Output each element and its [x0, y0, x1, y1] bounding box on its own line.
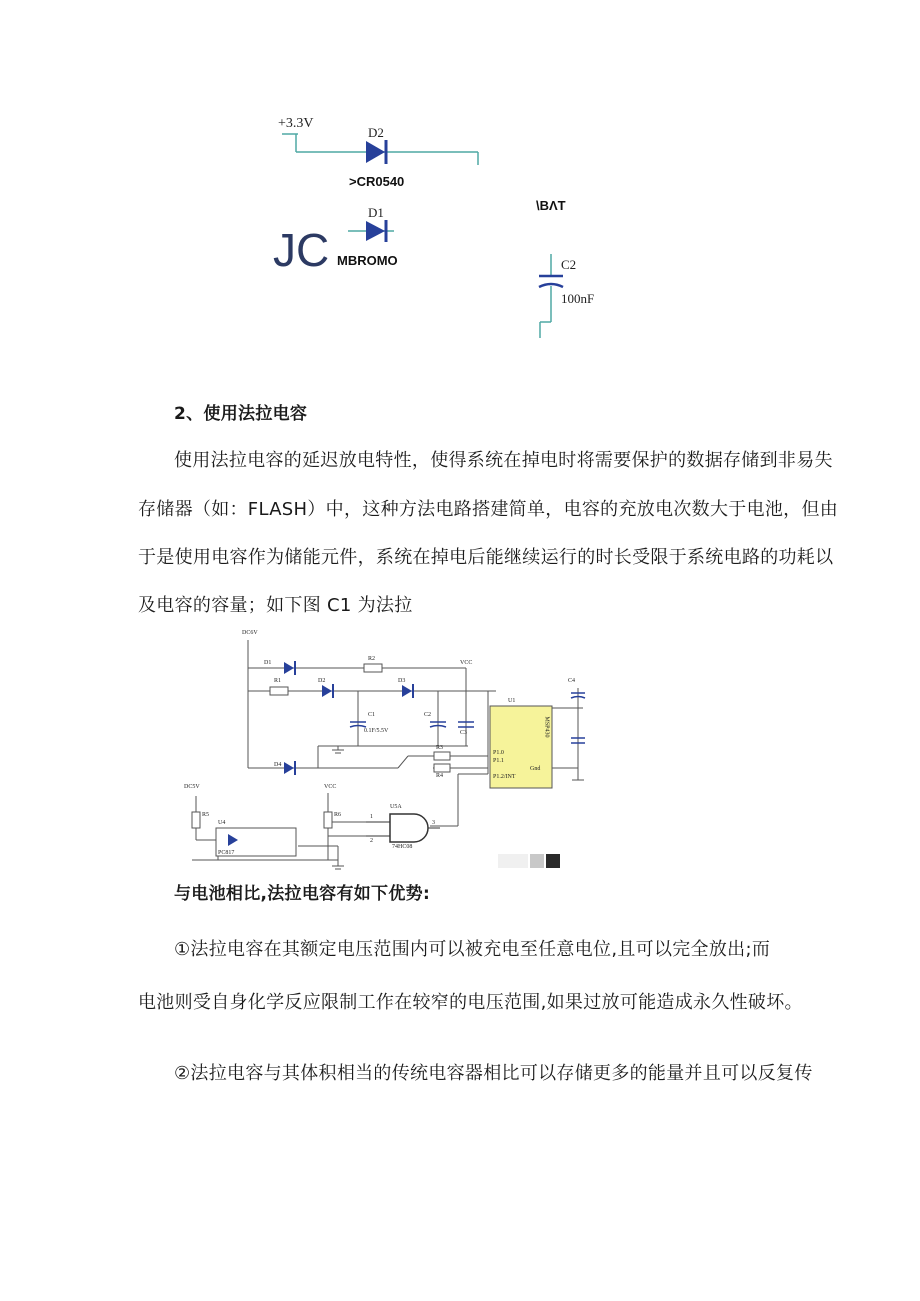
resistor-r1-icon	[270, 687, 288, 695]
sch-u1-part: MSP430	[543, 716, 550, 738]
diode-d2-icon	[366, 140, 386, 164]
sch-u5-part: 74HC08	[392, 844, 413, 850]
sch-c1-val: 0.1F/5.5V	[364, 728, 389, 734]
intro-line-4: 及电容的容量；如下图 C1 为法拉	[138, 595, 413, 616]
sch-r4: R4	[436, 773, 444, 779]
sch-u4: U4	[218, 820, 226, 826]
sch-r5: R5	[202, 812, 210, 818]
sch-u5: U5A	[390, 804, 402, 810]
diode-d1-icon	[366, 220, 386, 242]
d2-label: D2	[368, 125, 384, 140]
sch-u1: U1	[508, 698, 516, 704]
sch-u4-part: PC817	[218, 850, 235, 856]
sch-d3: D3	[398, 678, 406, 684]
sch-u1-gnd: Gnd	[530, 766, 541, 772]
supercap-schematic	[178, 628, 592, 876]
sch-dc-in: DC6V	[242, 630, 258, 636]
intro-line-3: 于是使用电容作为储能元件，系统在掉电后能继续运行的时长受限于系统电路的功耗以	[138, 547, 834, 568]
supply-label: +3.3V	[278, 116, 314, 131]
c2-value-label: 100nF	[561, 291, 595, 306]
sch-c3: C3	[460, 730, 468, 736]
capacitor-c2-icon	[539, 276, 563, 287]
top-circuit-svg	[0, 0, 920, 360]
bat-label: \BΛT	[536, 198, 566, 213]
sch-r2: R2	[368, 656, 376, 662]
schematic-diode-d4-icon	[284, 761, 296, 775]
intro-line-1: 使用法拉电容的延迟放电特性，使得系统在掉电时将需要保护的数据存储到非易失	[174, 450, 833, 471]
sch-pin-3: 3	[432, 820, 435, 826]
intro-line-2: 存储器（如：FLASH）中，这种方法电路搭建简单，电容的充放电次数大于电池，但由	[138, 499, 839, 520]
advantage-1-line-2: 电池则受自身化学反应限制工作在较窄的电压范围,如果过放可能造成永久性破坏。	[138, 992, 803, 1013]
jc-text: JC	[273, 224, 330, 276]
sch-c4: C4	[568, 678, 576, 684]
sch-r1: R1	[274, 678, 282, 684]
sch-pin-2: 2	[370, 838, 373, 844]
sch-r6: R6	[334, 812, 342, 818]
section-heading: 2、使用法拉电容	[174, 404, 308, 424]
sch-u1-pin2: P1.1	[493, 758, 504, 764]
resistor-r2-icon	[364, 664, 382, 672]
sch-vcc1: VCC	[460, 660, 473, 666]
sch-d4: D4	[274, 762, 282, 768]
d2-part-label: >CR0540	[349, 174, 405, 189]
resistor-r3-icon	[434, 752, 450, 760]
schematic-diode-d2-icon	[322, 684, 334, 698]
sch-dc2: DC5V	[184, 784, 200, 790]
top-circuit	[0, 0, 920, 360]
sch-c2: C2	[424, 712, 432, 718]
schematic-diode-d1-icon	[284, 661, 296, 675]
c2-label: C2	[561, 257, 577, 272]
sch-pin-1: 1	[370, 814, 373, 820]
watermark-blocks	[498, 854, 560, 868]
advantages-heading: 与电池相比,法拉电容有如下优势:	[174, 884, 431, 904]
d1-label: D1	[368, 205, 384, 220]
resistor-r6-icon	[324, 812, 332, 828]
schematic-svg	[178, 628, 592, 876]
sch-c1: C1	[368, 712, 376, 718]
and-gate-icon	[390, 814, 428, 842]
advantage-2-line-1: ②法拉电容与其体积相当的传统电容器相比可以存储更多的能量并且可以反复传	[174, 1063, 813, 1084]
d1-part-label: MBROMO	[337, 253, 398, 268]
sch-r3: R3	[436, 745, 444, 751]
sch-d1: D1	[264, 660, 272, 666]
sch-d2: D2	[318, 678, 326, 684]
resistor-r5-icon	[192, 812, 200, 828]
advantage-1-line-1: ①法拉电容在其额定电压范围内可以被充电至任意电位,且可以完全放出;而	[174, 939, 771, 960]
sch-u1-pin1: P1.0	[493, 750, 504, 756]
schematic-diode-d3-icon	[402, 684, 414, 698]
sch-u1-pin3: P1.2/INT	[493, 774, 516, 780]
sch-vcc2: VCC	[324, 784, 337, 790]
resistor-r4-icon	[434, 764, 450, 772]
